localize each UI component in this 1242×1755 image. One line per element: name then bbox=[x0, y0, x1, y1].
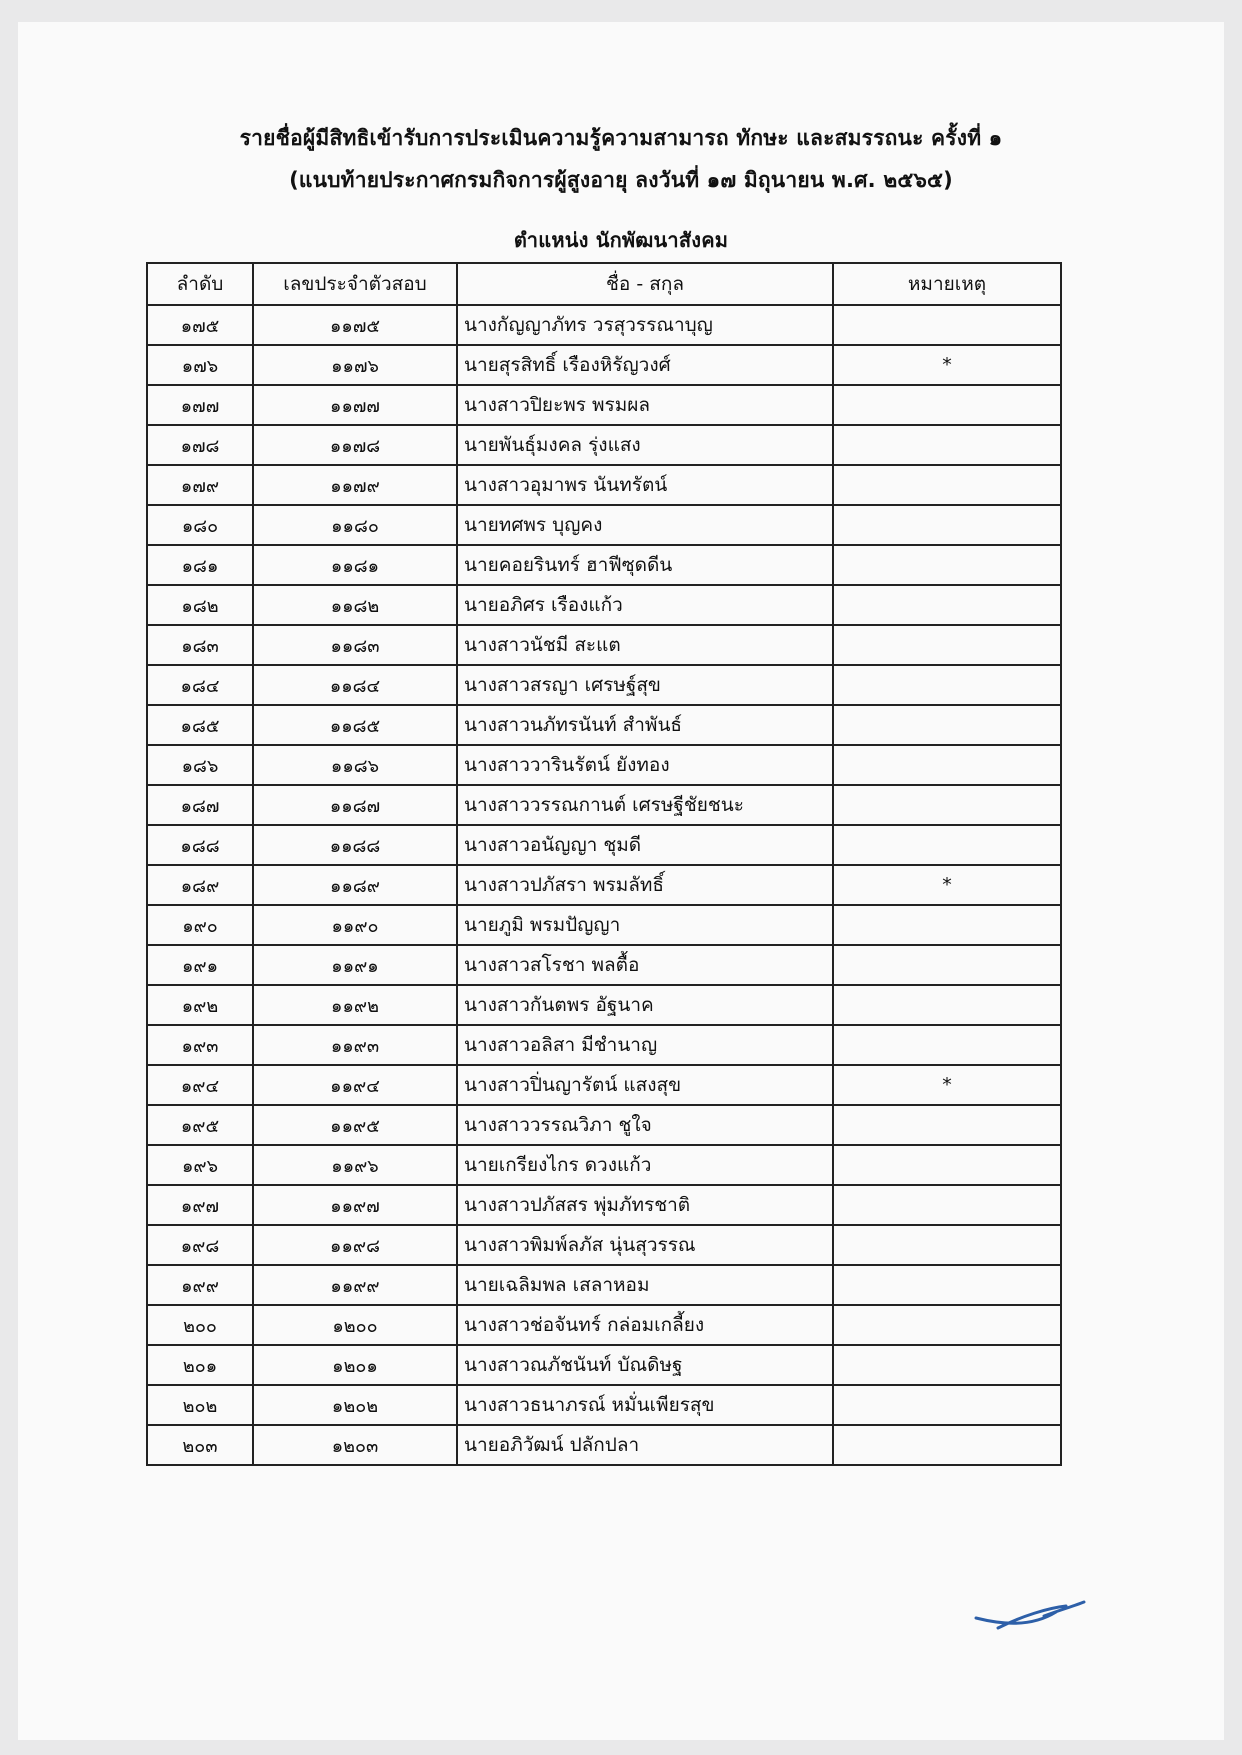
remark-cell bbox=[833, 1185, 1061, 1225]
exam-id-cell: ๑๑๘๑ bbox=[253, 545, 457, 585]
table-header-row bbox=[147, 263, 1061, 305]
name-cell: นางสาวนภัทรนันท์ สำพันธ์ bbox=[457, 705, 833, 745]
exam-id-cell: ๑๒๐๓ bbox=[253, 1425, 457, 1465]
exam-id-cell: ๑๑๘๒ bbox=[253, 585, 457, 625]
name-cell: นายเกรียงไกร ดวงแก้ว bbox=[457, 1145, 833, 1185]
table-row bbox=[147, 1425, 1061, 1465]
name-cell: นางสาวอนัญญา ชุมดี bbox=[457, 825, 833, 865]
remark-cell bbox=[833, 945, 1061, 985]
table-row bbox=[147, 865, 1061, 905]
name-cell: นางสาวสโรชา พลตื้อ bbox=[457, 945, 833, 985]
remark-cell: * bbox=[833, 1065, 1061, 1105]
table-row bbox=[147, 1145, 1061, 1185]
remark-cell bbox=[833, 785, 1061, 825]
remark-cell bbox=[833, 705, 1061, 745]
table-row bbox=[147, 1225, 1061, 1265]
table-row bbox=[147, 1025, 1061, 1065]
remark-cell bbox=[833, 505, 1061, 545]
name-cell: นางกัญญาภัทร วรสุวรรณาบุญ bbox=[457, 305, 833, 345]
table-body bbox=[147, 305, 1061, 1465]
table-row bbox=[147, 305, 1061, 345]
remark-cell bbox=[833, 1225, 1061, 1265]
order-cell: ๑๘๙ bbox=[147, 865, 253, 905]
table-row bbox=[147, 1265, 1061, 1305]
exam-id-cell: ๑๑๗๕ bbox=[253, 305, 457, 345]
order-cell: ๑๙๙ bbox=[147, 1265, 253, 1305]
column-header-order: ลำดับ bbox=[147, 263, 253, 305]
table-row bbox=[147, 785, 1061, 825]
order-cell: ๑๘๔ bbox=[147, 665, 253, 705]
order-cell: ๑๘๐ bbox=[147, 505, 253, 545]
table-row bbox=[147, 505, 1061, 545]
remark-cell bbox=[833, 1425, 1061, 1465]
order-cell: ๑๘๘ bbox=[147, 825, 253, 865]
name-cell: นายอภิวัฒน์ ปลักปลา bbox=[457, 1425, 833, 1465]
remark-cell bbox=[833, 825, 1061, 865]
table-row bbox=[147, 345, 1061, 385]
exam-id-cell: ๑๑๙๑ bbox=[253, 945, 457, 985]
table-row bbox=[147, 425, 1061, 465]
order-cell: ๑๗๘ bbox=[147, 425, 253, 465]
table-row bbox=[147, 385, 1061, 425]
name-cell: นางสาวพิมพ์ลภัส นุ่นสุวรรณ bbox=[457, 1225, 833, 1265]
table-row bbox=[147, 705, 1061, 745]
exam-id-cell: ๑๒๐๒ bbox=[253, 1385, 457, 1425]
remark-cell bbox=[833, 985, 1061, 1025]
table-row bbox=[147, 465, 1061, 505]
remark-cell bbox=[833, 905, 1061, 945]
name-cell: นางสาววรรณกานต์ เศรษฐีชัยชนะ bbox=[457, 785, 833, 825]
order-cell: ๑๗๕ bbox=[147, 305, 253, 345]
order-cell: ๒๐๐ bbox=[147, 1305, 253, 1345]
name-cell: นางสาวกันตพร อัฐนาค bbox=[457, 985, 833, 1025]
name-cell: นายคอยรินทร์ ฮาฟีซุดดีน bbox=[457, 545, 833, 585]
remark-cell bbox=[833, 1105, 1061, 1145]
exam-id-cell: ๑๑๙๙ bbox=[253, 1265, 457, 1305]
exam-id-cell: ๑๑๘๓ bbox=[253, 625, 457, 665]
name-cell: นายพันธุ์มงคล รุ่งแสง bbox=[457, 425, 833, 465]
order-cell: ๑๙๒ bbox=[147, 985, 253, 1025]
name-cell: นางสาวปิยะพร พรมผล bbox=[457, 385, 833, 425]
remark-cell bbox=[833, 1025, 1061, 1065]
table-row bbox=[147, 825, 1061, 865]
table-row bbox=[147, 1105, 1061, 1145]
order-cell: ๑๙๕ bbox=[147, 1105, 253, 1145]
name-cell: นางสาวช่อจันทร์ กล่อมเกลี้ยง bbox=[457, 1305, 833, 1345]
exam-id-cell: ๑๑๙๘ bbox=[253, 1225, 457, 1265]
remark-cell bbox=[833, 1385, 1061, 1425]
name-cell: นางสาวอลิสา มีชำนาญ bbox=[457, 1025, 833, 1065]
name-cell: นายภูมิ พรมปัญญา bbox=[457, 905, 833, 945]
order-cell: ๑๙๘ bbox=[147, 1225, 253, 1265]
table-row bbox=[147, 1345, 1061, 1385]
exam-id-cell: ๑๑๗๙ bbox=[253, 465, 457, 505]
remark-cell bbox=[833, 745, 1061, 785]
order-cell: ๑๙๑ bbox=[147, 945, 253, 985]
candidate-table bbox=[146, 262, 1062, 1466]
table-row bbox=[147, 1185, 1061, 1225]
exam-id-cell: ๑๑๘๙ bbox=[253, 865, 457, 905]
exam-id-cell: ๑๑๗๘ bbox=[253, 425, 457, 465]
table-row bbox=[147, 1305, 1061, 1345]
exam-id-cell: ๑๑๙๕ bbox=[253, 1105, 457, 1145]
name-cell: นางสาวปิ่นญารัตน์ แสงสุข bbox=[457, 1065, 833, 1105]
order-cell: ๑๙๓ bbox=[147, 1025, 253, 1065]
position-heading: ตำแหน่ง นักพัฒนาสังคม bbox=[513, 228, 729, 252]
announcement-reference: (แนบท้ายประกาศกรมกิจการผู้สูงอายุ ลงวันที่ ๑๗ มิถุนายน พ.ศ. ๒๕๖๕) bbox=[289, 168, 953, 192]
exam-id-cell: ๑๑๗๗ bbox=[253, 385, 457, 425]
order-cell: ๒๐๓ bbox=[147, 1425, 253, 1465]
signature-mark bbox=[970, 1598, 1090, 1638]
order-cell: ๑๘๓ bbox=[147, 625, 253, 665]
order-cell: ๒๐๑ bbox=[147, 1345, 253, 1385]
remark-cell bbox=[833, 585, 1061, 625]
name-cell: นายเฉลิมพล เสลาหอม bbox=[457, 1265, 833, 1305]
order-cell: ๑๙๖ bbox=[147, 1145, 253, 1185]
remark-cell bbox=[833, 305, 1061, 345]
name-cell: นางสาวอุมาพร นันทรัตน์ bbox=[457, 465, 833, 505]
name-cell: นางสาววารินรัตน์ ยังทอง bbox=[457, 745, 833, 785]
remark-cell: * bbox=[833, 345, 1061, 385]
order-cell: ๑๘๗ bbox=[147, 785, 253, 825]
remark-cell bbox=[833, 1145, 1061, 1185]
name-cell: นางสาวปภัสสร พุ่มภัทรชาติ bbox=[457, 1185, 833, 1225]
table-row bbox=[147, 625, 1061, 665]
name-cell: นางสาวณภัชนันท์ บัณดิษฐ bbox=[457, 1345, 833, 1385]
exam-id-cell: ๑๑๙๗ bbox=[253, 1185, 457, 1225]
column-header-remark: หมายเหตุ bbox=[833, 263, 1061, 305]
remark-cell bbox=[833, 1305, 1061, 1345]
remark-cell bbox=[833, 385, 1061, 425]
remark-cell bbox=[833, 1265, 1061, 1305]
table-row bbox=[147, 945, 1061, 985]
table-row bbox=[147, 665, 1061, 705]
exam-id-cell: ๑๑๘๖ bbox=[253, 745, 457, 785]
column-header-exam-id: เลขประจำตัวสอบ bbox=[253, 263, 457, 305]
exam-id-cell: ๑๑๙๖ bbox=[253, 1145, 457, 1185]
name-cell: นางสาวนัชมี สะแต bbox=[457, 625, 833, 665]
exam-id-cell: ๑๑๘๕ bbox=[253, 705, 457, 745]
order-cell: ๒๐๒ bbox=[147, 1385, 253, 1425]
order-cell: ๑๘๒ bbox=[147, 585, 253, 625]
remark-cell bbox=[833, 625, 1061, 665]
table-row bbox=[147, 545, 1061, 585]
exam-id-cell: ๑๒๐๐ bbox=[253, 1305, 457, 1345]
order-cell: ๑๙๗ bbox=[147, 1185, 253, 1225]
exam-id-cell: ๑๑๙๔ bbox=[253, 1065, 457, 1105]
name-cell: นางสาววรรณวิภา ชูใจ bbox=[457, 1105, 833, 1145]
name-cell: นายอภิศร เรืองแก้ว bbox=[457, 585, 833, 625]
remark-cell bbox=[833, 545, 1061, 585]
name-cell: นางสาวธนาภรณ์ หมั่นเพียรสุข bbox=[457, 1385, 833, 1425]
table-row bbox=[147, 585, 1061, 625]
order-cell: ๑๗๗ bbox=[147, 385, 253, 425]
exam-id-cell: ๑๑๘๘ bbox=[253, 825, 457, 865]
exam-id-cell: ๑๑๙๓ bbox=[253, 1025, 457, 1065]
name-cell: นายทศพร บุญคง bbox=[457, 505, 833, 545]
column-header-name: ชื่อ - สกุล bbox=[457, 263, 833, 305]
table-row bbox=[147, 905, 1061, 945]
order-cell: ๑๗๖ bbox=[147, 345, 253, 385]
remark-cell bbox=[833, 665, 1061, 705]
remark-cell bbox=[833, 1345, 1061, 1385]
order-cell: ๑๘๕ bbox=[147, 705, 253, 745]
order-cell: ๑๗๙ bbox=[147, 465, 253, 505]
remark-cell bbox=[833, 465, 1061, 505]
table-row bbox=[147, 985, 1061, 1025]
document-title: รายชื่อผู้มีสิทธิเข้ารับการประเมินความรู้ความสามารถ ทักษะ และสมรรถนะ ครั้งที่ ๑ bbox=[239, 126, 1003, 150]
remark-cell bbox=[833, 425, 1061, 465]
table-row bbox=[147, 1065, 1061, 1105]
table-row bbox=[147, 1385, 1061, 1425]
remark-cell: * bbox=[833, 865, 1061, 905]
name-cell: นายสุรสิทธิ์ เรืองหิรัญวงศ์ bbox=[457, 345, 833, 385]
name-cell: นางสาวสรญา เศรษฐ์สุข bbox=[457, 665, 833, 705]
exam-id-cell: ๑๒๐๑ bbox=[253, 1345, 457, 1385]
order-cell: ๑๘๖ bbox=[147, 745, 253, 785]
exam-id-cell: ๑๑๘๐ bbox=[253, 505, 457, 545]
exam-id-cell: ๑๑๙๒ bbox=[253, 985, 457, 1025]
table-row bbox=[147, 745, 1061, 785]
order-cell: ๑๙๐ bbox=[147, 905, 253, 945]
name-cell: นางสาวปภัสรา พรมลัทธิ์ bbox=[457, 865, 833, 905]
order-cell: ๑๘๑ bbox=[147, 545, 253, 585]
exam-id-cell: ๑๑๘๔ bbox=[253, 665, 457, 705]
exam-id-cell: ๑๑๗๖ bbox=[253, 345, 457, 385]
order-cell: ๑๙๔ bbox=[147, 1065, 253, 1105]
exam-id-cell: ๑๑๙๐ bbox=[253, 905, 457, 945]
exam-id-cell: ๑๑๘๗ bbox=[253, 785, 457, 825]
